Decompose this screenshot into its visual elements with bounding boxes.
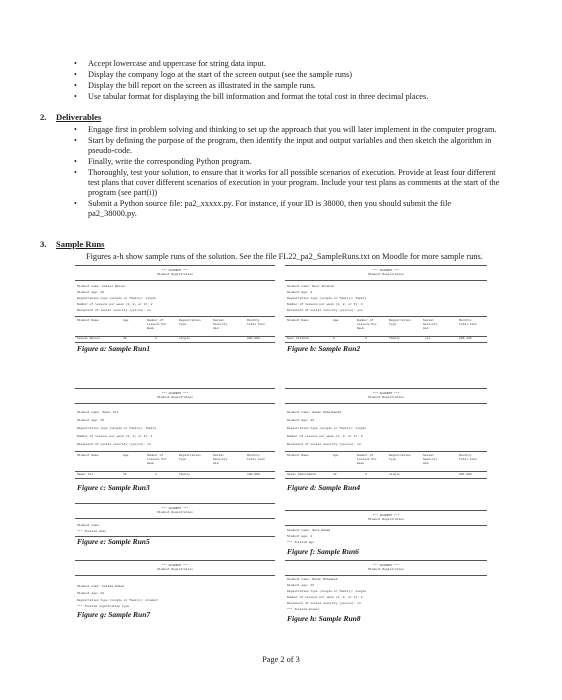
output-line: Student age: 20 bbox=[77, 291, 105, 294]
figure-caption: Figure h: Sample Run8 bbox=[287, 614, 361, 623]
list-item: • Engage first in problem solving and thinking to set up the approach that you will later implement in the computer program. bbox=[74, 125, 497, 134]
figure-f bbox=[285, 510, 487, 556]
requirements-list bbox=[70, 59, 500, 103]
output-line: Number of lessons per week (1, 2, or 3): 2 bbox=[77, 303, 153, 306]
figure-caption: Figure g: Sample Run7 bbox=[77, 610, 151, 619]
list-item: • Submit a Python source file: pa2_xxxxx.py. For instance, if your ID is 38000, then you should submit the file pa2_38000.py. bbox=[74, 199, 452, 218]
page-number: Page 2 of 3 bbox=[262, 655, 300, 664]
figure-caption: Figure b: Sample Run2 bbox=[287, 344, 361, 353]
figure-a bbox=[75, 265, 275, 362]
output-line: Registration type (single or family): student bbox=[77, 599, 159, 602]
figure-header: *** ACADEMY *** Student Registration bbox=[367, 514, 404, 521]
output-line: Registration type (single or family): family bbox=[77, 427, 157, 430]
section-heading-deliverables: 2. Deliverables bbox=[40, 112, 102, 122]
figure-d bbox=[285, 388, 487, 501]
figure-e bbox=[75, 503, 275, 548]
bill-table-header: Student Name Age Number of Lessons Per Week Registration Type Social Security Aid Monthly Total Cost bbox=[75, 316, 275, 337]
list-item: • Display the bill report on the screen as illustrated in the sample runs. bbox=[74, 81, 316, 90]
output-line: Student name: Nour Ibrahim bbox=[287, 285, 334, 288]
output-line: Number of lessons per week (1, 2, or 3): 1 bbox=[77, 435, 153, 438]
bill-table-row: Faisal Nasser 20 2 single 200.000 bbox=[75, 336, 275, 343]
output-line: Registration type (single or family): single bbox=[287, 590, 367, 593]
figure-caption: Figure a: Sample Run1 bbox=[77, 344, 151, 353]
list-item: • Finally, write the corresponding Python program. bbox=[74, 157, 252, 166]
list-item: • Start by defining the purpose of the program, then identify the input and output variables and then sketch the algorithm in pseudo-code. bbox=[74, 136, 492, 155]
output-line: Student name: Malak Mohammed bbox=[287, 578, 338, 581]
figure-h bbox=[285, 560, 487, 623]
bill-table-header: Student Name Age Number of Lessons Per Week Registration Type Social Security Aid Monthly Total Cost bbox=[285, 451, 487, 472]
output-line: Student age: 12 bbox=[287, 419, 315, 422]
output-line: *** Invalid registration type bbox=[77, 605, 130, 608]
list-item: • Display the company logo at the start of the screen output (see the sample runs) bbox=[74, 70, 353, 79]
output-line: Student age: 15 bbox=[77, 419, 105, 422]
deliverables-list bbox=[70, 125, 500, 220]
output-line: Recipient of social security (yes/no): no bbox=[287, 443, 361, 446]
list-item: • Use tabular format for displaying the bill information and format the total cost in three decimal places. bbox=[74, 92, 429, 101]
output-line: *** Invalid answer bbox=[287, 608, 320, 611]
figure-header: *** ACADEMY *** Student Registration bbox=[156, 564, 193, 571]
output-line: Student name: Sara Hamad bbox=[287, 529, 331, 532]
output-line: Student age: 9 bbox=[287, 291, 313, 294]
output-line: Number of lessons per week (1, 2, or 3): 3 bbox=[287, 435, 363, 438]
bill-table-row: Hasan Abdelhamid 12 3 single 300.000 bbox=[285, 472, 487, 479]
bill-table-header: Student Name Age Number of Lessons Per Week Registration Type Social Security Aid Monthly Total Cost bbox=[285, 316, 487, 337]
figure-header: *** ACADEMY *** Student Registration bbox=[367, 392, 404, 399]
figure-header: *** ACADEMY *** Student Registration bbox=[367, 564, 404, 571]
list-item: • Accept lowercase and uppercase for string data input. bbox=[74, 59, 266, 68]
figure-caption: Figure e: Sample Run5 bbox=[77, 537, 150, 546]
output-line: Recipient of social security (yes/no): yes bbox=[287, 309, 363, 312]
output-line: Student name: Fatima Ahmad bbox=[77, 585, 124, 588]
output-line: Number of lessons per week (1, 2, or 3): 2 bbox=[287, 596, 363, 599]
list-item: • Thoroughly, test your solution, to ensure that it works for all possible scenarios of execution. Provide at least four different test plans that cover different scenarios of execution in your program. Include your test plans as comments at the start of the program (see part(i)) bbox=[74, 168, 500, 197]
figure-caption: Figure d: Sample Run4 bbox=[287, 483, 361, 492]
figure-caption: Figure c: Sample Run3 bbox=[77, 483, 150, 492]
section-heading-sample-runs: 3. Sample Runs bbox=[40, 239, 105, 249]
figure-header: *** ACADEMY *** Student Registration bbox=[156, 507, 193, 514]
output-line: Registration type (single or family): single bbox=[287, 427, 367, 430]
sample-runs-intro: Figures a-h show sample runs of the solution. See the file FL22_pa2_SampleRuns.txt on Moodle for more sample runs. bbox=[86, 252, 483, 261]
bill-table-row: Samer Ali 15 1 family 100.000 bbox=[75, 472, 275, 479]
figure-g bbox=[75, 560, 275, 621]
output-line: Student name: Hasan Abdelhamid bbox=[287, 411, 342, 414]
output-line: Recipient of social security (yes/no): no bbox=[287, 602, 361, 605]
output-line: Registration type (single or family): single bbox=[77, 297, 157, 300]
output-line: Number of lessons per week (1, 2, or 3): 3 bbox=[287, 303, 363, 306]
output-line: Student name: Faisal Nasser bbox=[77, 285, 126, 288]
figure-b bbox=[285, 265, 487, 362]
figure-header: *** ACADEMY *** Student Registration bbox=[156, 392, 193, 399]
figure-header: *** ACADEMY *** Student Registration bbox=[156, 269, 193, 276]
output-line: Student age: 11 bbox=[77, 592, 105, 595]
output-line: Registration type (single or family): family bbox=[287, 297, 367, 300]
figure-caption: Figure f: Sample Run6 bbox=[287, 547, 359, 556]
bill-table-header: Student Name Age Number of Lessons Per Week Registration Type Social Security Aid Monthly Total Cost bbox=[75, 451, 275, 472]
output-line: Student age: 2 bbox=[287, 535, 313, 538]
output-line: Recipient of social security (yes/no): no bbox=[77, 443, 151, 446]
figure-header: *** ACADEMY *** Student Registration bbox=[367, 269, 404, 276]
output-line: Student age: 16 bbox=[287, 584, 315, 587]
bill-table-row: Nour Ibrahim 9 3 family yes 225.125 bbox=[285, 336, 487, 343]
output-line: Student name: Samer Ali bbox=[77, 411, 119, 414]
output-line: *** Invalid age bbox=[287, 541, 315, 544]
output-line: *** Invalid name bbox=[77, 530, 106, 533]
output-line: Recipient of social security (yes/no): no bbox=[77, 309, 151, 312]
output-line: Student name: bbox=[77, 524, 101, 527]
figure-c bbox=[75, 388, 275, 501]
